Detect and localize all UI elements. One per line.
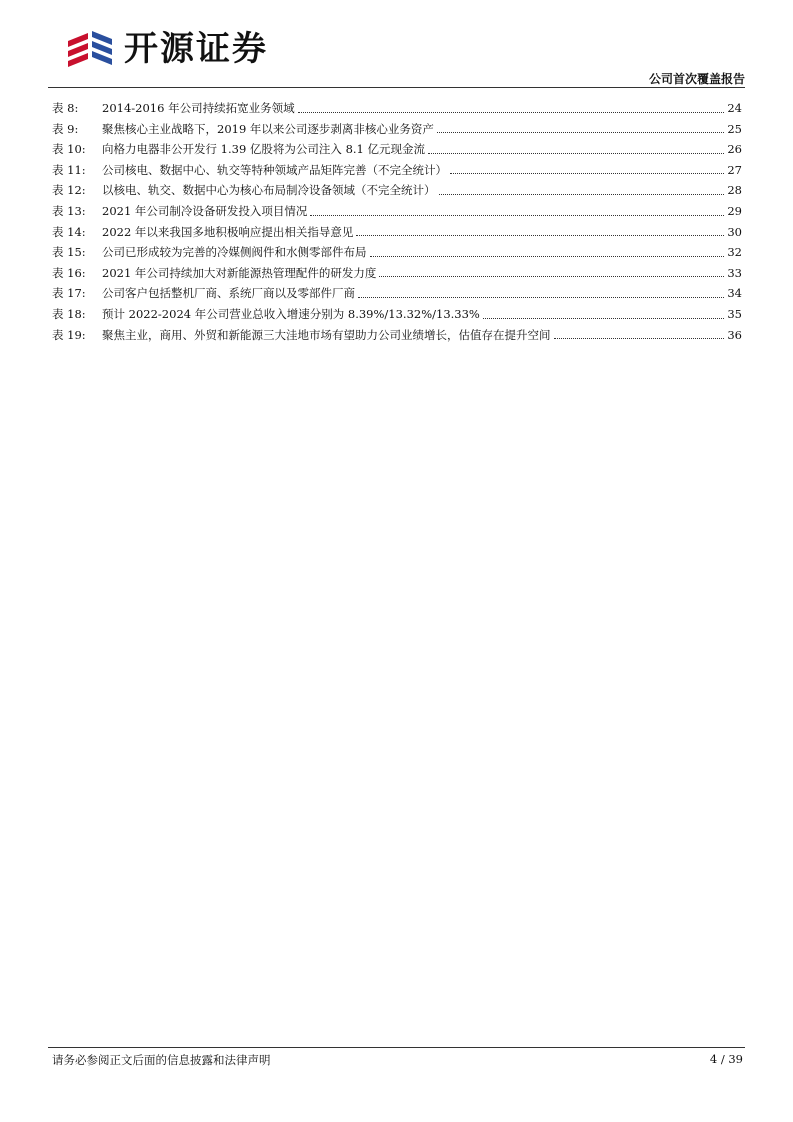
toc-title: 公司核电、数据中心、轨交等特种领域产品矩阵完善（不完全统计） [102,162,447,177]
toc-page: 24 [727,101,742,115]
toc-leader [428,153,724,154]
toc-label: 表 19: [52,327,86,342]
kaiyuan-logo-icon [66,27,116,71]
toc-page: 29 [727,203,742,218]
toc-page: 33 [727,265,742,280]
toc-label: 表 17: [52,286,86,301]
toc-leader [358,297,724,298]
toc-entry[interactable] [52,283,742,304]
toc-entry[interactable] [52,160,742,181]
toc-page: 26 [727,142,742,157]
toc-label: 表 13: [52,203,86,218]
toc-title: 2022 年以来我国多地积极响应提出相关指导意见 [102,224,354,239]
toc-title: 2014-2016 年公司持续拓宽业务领域 [102,101,295,115]
toc-leader [379,276,724,277]
toc-leader [439,194,725,195]
footer-page-number: 4 / 39 [709,1052,743,1066]
toc-page: 28 [727,183,742,198]
page-header [0,0,793,92]
toc-page: 25 [727,121,742,136]
toc-title: 2021 年公司制冷设备研发投入项目情况 [102,203,308,218]
table-of-contents [52,98,742,345]
footer-divider [48,1047,745,1048]
footer-disclaimer: 请务必参阅正文后面的信息披露和法律声明 [52,1053,271,1067]
toc-title: 聚焦主业，商用、外贸和新能源三大洼地市场有望助力公司业绩增长，估值存在提升空间 [102,327,551,342]
toc-page: 30 [727,224,742,239]
toc-title: 以核电、轨交、数据中心为核心布局制冷设备领域（不完全统计） [102,183,436,198]
toc-entry[interactable] [52,201,742,222]
toc-entry[interactable] [52,139,742,160]
toc-leader [298,112,725,113]
toc-leader [450,173,724,174]
toc-page: 32 [727,245,742,260]
toc-leader [483,318,724,319]
toc-title: 预计 2022-2024 年公司营业总收入增速分别为 8.39%/13.32%/13.33% [102,306,480,321]
toc-title: 向格力电器非公开发行 1.39 亿股将为公司注入 8.1 亿元现金流 [102,142,426,157]
toc-title: 公司已形成较为完善的冷媒侧阀件和水侧零部件布局 [102,245,367,260]
toc-entry[interactable] [52,263,742,284]
brand-name: 开源证券 [124,29,268,69]
toc-entry[interactable] [52,180,742,201]
toc-entry[interactable] [52,242,742,263]
header-divider [48,87,745,88]
toc-page: 27 [727,162,742,177]
toc-leader [554,338,725,339]
toc-page: 36 [727,327,742,342]
toc-entry[interactable] [52,325,742,346]
toc-page: 35 [727,306,742,321]
toc-leader [356,235,724,236]
toc-entry[interactable] [52,119,742,140]
toc-title: 公司客户包括整机厂商、系统厂商以及零部件厂商 [102,286,355,301]
toc-label: 表 18: [52,306,86,321]
toc-entry[interactable] [52,98,742,119]
toc-label: 表 12: [52,183,86,198]
toc-leader [370,256,725,257]
toc-title: 聚焦核心主业战略下，2019 年以来公司逐步剥离非核心业务资产 [102,121,434,136]
toc-label: 表 16: [52,265,86,280]
toc-label: 表 10: [52,142,86,157]
toc-page: 34 [727,286,742,301]
toc-label: 表 9: [52,121,79,136]
toc-label: 表 14: [52,224,86,239]
toc-title: 2021 年公司持续加大对新能源热管理配件的研发力度 [102,265,377,280]
report-type: 公司首次覆盖报告 [648,72,745,86]
toc-leader [437,132,724,133]
toc-label: 表 8: [52,101,79,115]
toc-entry[interactable] [52,222,742,243]
toc-entry[interactable] [52,304,742,325]
toc-label: 表 15: [52,245,86,260]
toc-label: 表 11: [52,162,86,177]
toc-leader [310,215,724,216]
